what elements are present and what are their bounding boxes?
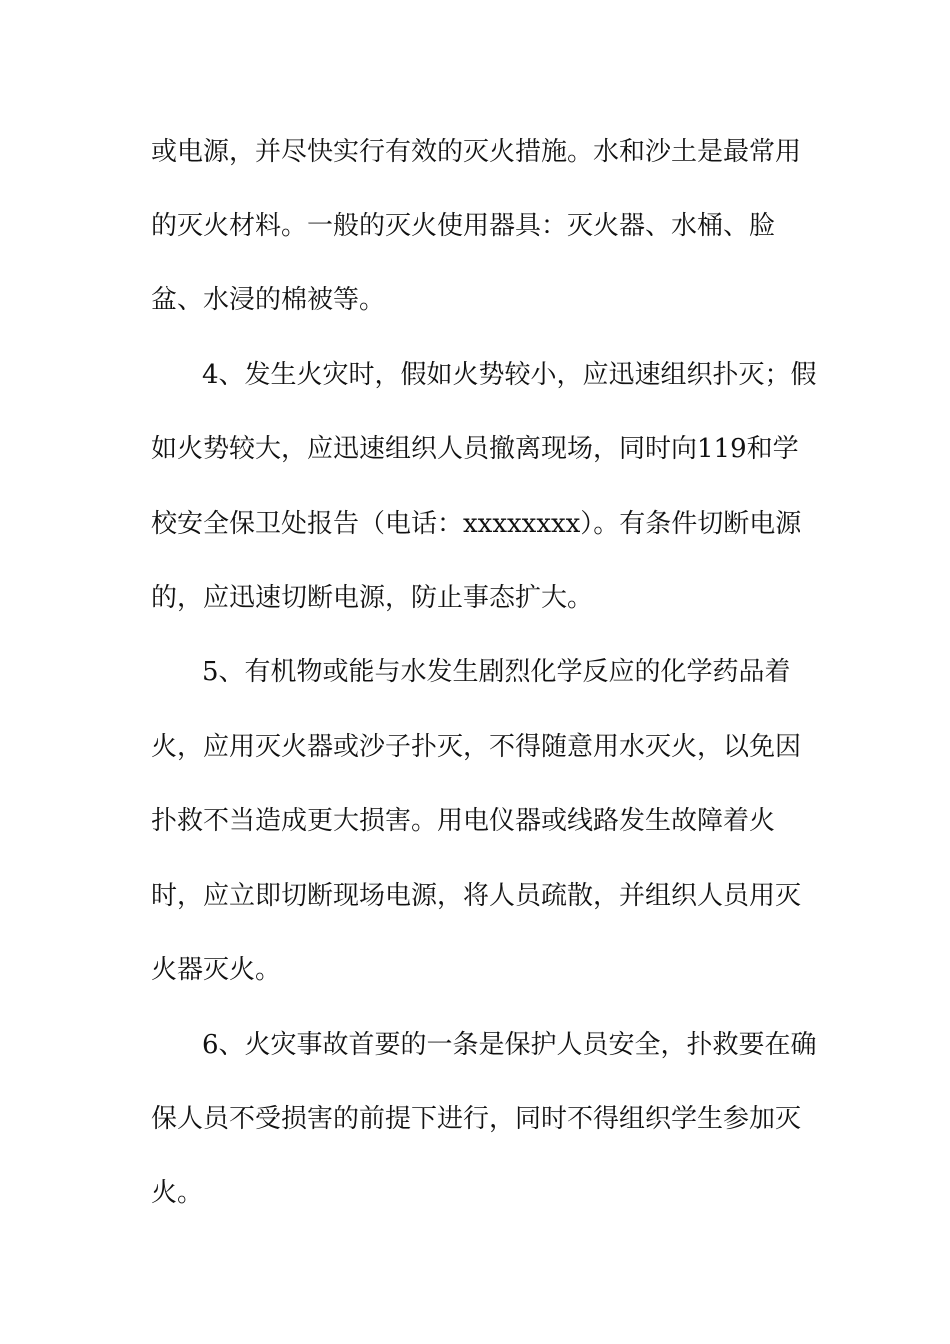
text-line: 如火势较大，应迅速组织人员撤离现场，同时向119和学 bbox=[151, 434, 799, 464]
text-line: 盆、水浸的棉被等。 bbox=[151, 285, 386, 315]
text-line: 火器灭火。 bbox=[151, 955, 282, 985]
text-line: 的灭火材料。一般的灭火使用器具：灭火器、水桶、脸 bbox=[151, 211, 776, 241]
text-line: 火，应用灭火器或沙子扑灭，不得随意用水灭火，以免因 bbox=[151, 732, 802, 762]
text-line: 的，应迅速切断电源，防止事态扩大。 bbox=[151, 583, 594, 613]
text-line: 保人员不受损害的前提下进行，同时不得组织学生参加灭 bbox=[151, 1104, 802, 1134]
text-line: 扑救不当造成更大损害。用电仪器或线路发生故障着火 bbox=[151, 806, 776, 836]
paragraph-5-first-line: 5、有机物或能与水发生剧烈化学反应的化学药品着 bbox=[202, 657, 791, 687]
text-line: 校安全保卫处报告（电话：xxxxxxxx）。有条件切断电源 bbox=[151, 509, 802, 539]
text-line: 或电源，并尽快实行有效的灭火措施。水和沙土是最常用 bbox=[151, 137, 802, 167]
paragraph-4-first-line: 4、发生火灾时，假如火势较小，应迅速组织扑灭；假 bbox=[202, 360, 817, 390]
text-line: 火。 bbox=[151, 1178, 204, 1208]
text-line: 时，应立即切断现场电源，将人员疏散，并组织人员用灭 bbox=[151, 881, 802, 911]
paragraph-6-first-line: 6、火灾事故首要的一条是保护人员安全，扑救要在确 bbox=[202, 1030, 817, 1060]
